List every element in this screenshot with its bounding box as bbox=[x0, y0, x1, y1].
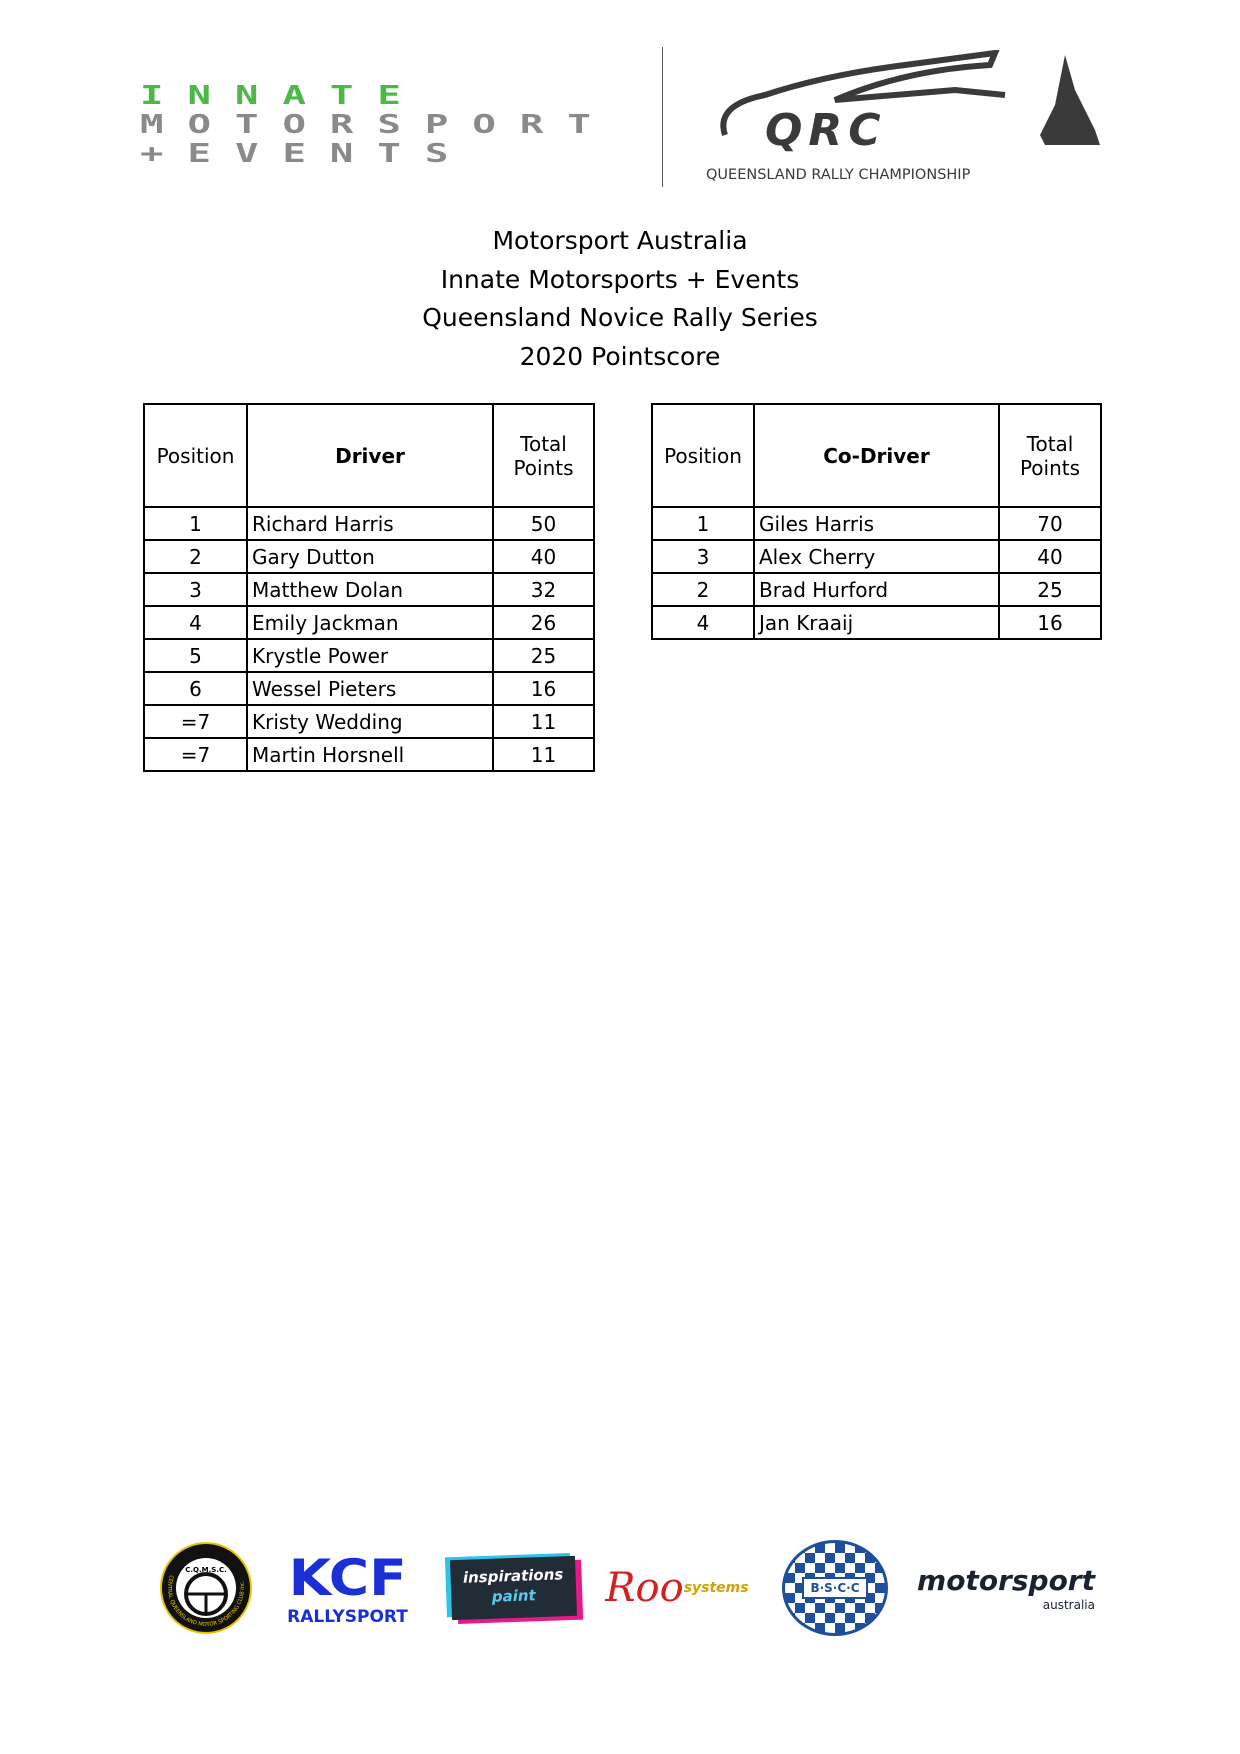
table-row bbox=[144, 507, 594, 540]
position-header: Position bbox=[652, 404, 754, 507]
table-row bbox=[144, 672, 594, 705]
name-cell: Richard Harris bbox=[247, 507, 493, 540]
points-cell: 25 bbox=[493, 639, 594, 672]
table-row bbox=[144, 606, 594, 639]
steering-wheel-icon bbox=[156, 1542, 256, 1634]
qrc-mark: QRC bbox=[765, 105, 887, 156]
table-row bbox=[144, 639, 594, 672]
name-cell: Alex Cherry bbox=[754, 540, 999, 573]
name-cell: Emily Jackman bbox=[247, 606, 493, 639]
points-cell: 16 bbox=[999, 606, 1101, 639]
points-cell: 11 bbox=[493, 705, 594, 738]
points-header: Total Points bbox=[999, 404, 1101, 507]
position-cell: 3 bbox=[144, 573, 247, 606]
points-cell: 25 bbox=[999, 573, 1101, 606]
qrc-logo bbox=[705, 50, 1105, 190]
cqmsc-logo bbox=[156, 1543, 256, 1633]
name-cell: Giles Harris bbox=[754, 507, 999, 540]
points-cell: 40 bbox=[999, 540, 1101, 573]
divider bbox=[662, 47, 663, 187]
title-line: Queensland Novice Rally Series bbox=[422, 303, 818, 332]
logo-line: +EVENTS bbox=[140, 139, 473, 169]
table-row bbox=[144, 705, 594, 738]
table-row bbox=[652, 507, 1101, 540]
kcf-rallysport-logo: KCF RALLYSPORT bbox=[287, 1549, 408, 1627]
points-cell: 11 bbox=[493, 738, 594, 771]
qrc-caption: QUEENSLAND RALLY CHAMPIONSHIP bbox=[706, 167, 971, 183]
table-row bbox=[652, 606, 1101, 639]
name-cell: Martin Horsnell bbox=[247, 738, 493, 771]
position-cell: 1 bbox=[144, 507, 247, 540]
position-cell: 2 bbox=[144, 540, 247, 573]
table-header-row bbox=[144, 404, 594, 507]
title-line: 2020 Pointscore bbox=[519, 341, 721, 371]
name-cell: Kristy Wedding bbox=[247, 705, 493, 738]
table-row bbox=[652, 573, 1101, 606]
position-cell: 5 bbox=[144, 639, 247, 672]
points-header: Total Points bbox=[493, 404, 594, 507]
position-cell: 1 bbox=[652, 507, 754, 540]
position-cell: =7 bbox=[144, 705, 247, 738]
position-cell: 6 bbox=[144, 672, 247, 705]
driver-header: Driver bbox=[247, 404, 493, 507]
name-cell: Gary Dutton bbox=[247, 540, 493, 573]
motorsport-australia-logo: motorsport australia bbox=[917, 1563, 1095, 1612]
points-cell: 40 bbox=[493, 540, 594, 573]
name-cell: Brad Hurford bbox=[754, 573, 999, 606]
inspirations-paint-logo: inspirations paint bbox=[443, 1543, 583, 1633]
points-cell: 50 bbox=[493, 507, 594, 540]
position-cell: =7 bbox=[144, 738, 247, 771]
title-line: Innate Motorsports + Events bbox=[440, 264, 800, 294]
innate-motorsport-logo bbox=[140, 81, 615, 169]
title-line: Motorsport Australia bbox=[492, 226, 748, 255]
points-cell: 16 bbox=[493, 672, 594, 705]
name-cell: Matthew Dolan bbox=[247, 573, 493, 606]
name-cell: Wessel Pieters bbox=[247, 672, 493, 705]
position-cell: 2 bbox=[652, 573, 754, 606]
codriver-header: Co-Driver bbox=[754, 404, 999, 507]
points-cell: 70 bbox=[999, 507, 1101, 540]
table-header-row bbox=[652, 404, 1101, 507]
table-row bbox=[144, 573, 594, 606]
table-row bbox=[144, 738, 594, 771]
cqmsc-ring-textpath: CENTRAL QUEENSLAND MOTOR SPORTING CLUB Inc. bbox=[165, 1574, 247, 1629]
position-header: Position bbox=[144, 404, 247, 507]
points-cell: 26 bbox=[493, 606, 594, 639]
position-cell: 4 bbox=[144, 606, 247, 639]
position-cell: 4 bbox=[652, 606, 754, 639]
codriver-table bbox=[651, 403, 1102, 640]
bscc-logo: B·S·C·C bbox=[765, 1543, 905, 1633]
points-cell: 32 bbox=[493, 573, 594, 606]
table-row bbox=[652, 540, 1101, 573]
table-row bbox=[144, 540, 594, 573]
roo-systems-logo: Roo systems bbox=[605, 1565, 749, 1611]
name-cell: Krystle Power bbox=[247, 639, 493, 672]
position-cell: 3 bbox=[652, 540, 754, 573]
logo-line: MOTORSPORT bbox=[140, 110, 615, 140]
name-cell: Jan Kraaij bbox=[754, 606, 999, 639]
cqmsc-center-text: C.Q.M.S.C. bbox=[185, 1566, 227, 1574]
logo-line: INNATE bbox=[140, 81, 425, 111]
document-titles bbox=[0, 222, 1240, 376]
driver-table bbox=[143, 403, 595, 772]
